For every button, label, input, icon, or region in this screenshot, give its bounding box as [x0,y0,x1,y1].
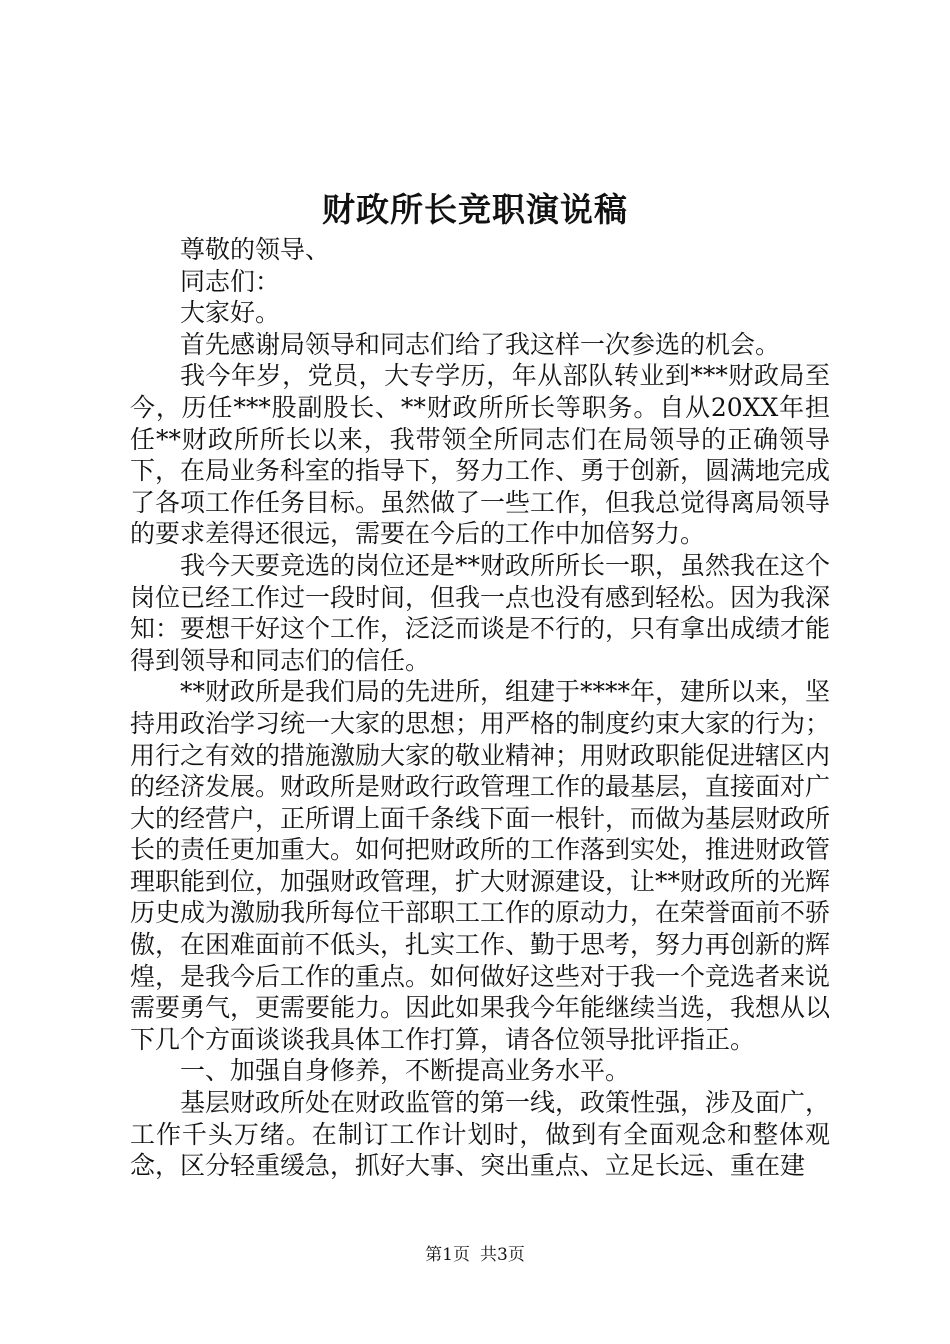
paragraph-office-overview: **财政所是我们局的先进所，组建于****年，建所以来，坚持用政治学习统一大家的思想；用严格的制度约束大家的行为；用行之有效的措施激励大家的敬业精神；用财政职能促进辖区内的经济发展。财政所是财政行政管理工作的最基层，直接面对广大的经营户，正所谓上面千条线下面一根针，而做为基层财政所长的责任更加重大。如何把财政所的工作落到实处，推进财政管理职能到位，加强财政管理，扩大财源建设，让**财政所的光辉历史成为激励我所每位干部职工工作的原动力，在荣誉面前不骄傲，在困难面前不低头，扎实工作、勤于思考，努力再创新的辉煌，是我今后工作的重点。如何做好这些对于我一个竞选者来说需要勇气，更需要能力。因此如果我今年能继续当选，我想从以下几个方面谈谈我具体工作打算，请各位领导批评指正。 [130,677,831,1054]
page-footer [0,1243,950,1267]
paragraph-salutation-leaders: 尊敬的领导、 [180,235,331,264]
paragraph-thanks: 首先感谢局领导和同志们给了我这样一次参选的机会。 [180,329,781,359]
paragraph-section-heading-1: 一、加强自身修养，不断提高业务水平。 [180,1056,631,1086]
document-title: 财政所长竞职演说稿 [322,190,628,229]
page-number-total: 共3页 [480,1245,525,1265]
paragraph-position: 我今天要竞选的岗位还是**财政所所长一职，虽然我在这个岗位已经工作过一段时间，但我一点也没有感到轻松。因为我深知：要想干好这个工作，泛泛而谈是不行的，只有拿出成绩才能得到领导和同志们的信任。 [130,550,831,675]
paragraph-greeting: 大家好。 [180,298,281,328]
document-body [130,234,830,1182]
paragraph-introduction: 我今年岁，党员，大专学历，年从部队转业到***财政局至今，历任***股副股长、**财政所所长等职务。自从20XX年担任**财政所所长以来，我带领全所同志们在局领导的正确领导下，在局业务科室的指导下，努力工作、勇于创新，圆满地完成了各项工作任务目标。虽然做了一些工作，但我总觉得离局领导的要求差得还很远，需要在今后的工作中加倍努力。 [130,361,831,549]
paragraph-section-1-body: 基层财政所处在财政监管的第一线，政策性强，涉及面广，工作千头万绪。在制订工作计划时，做到有全面观念和整体观念，区分轻重缓急，抓好大事、突出重点、立足长远、重在建 [130,1088,831,1181]
paragraph-salutation-comrades: 同志们： [180,266,281,296]
page-number-current: 第1页 [425,1245,470,1265]
